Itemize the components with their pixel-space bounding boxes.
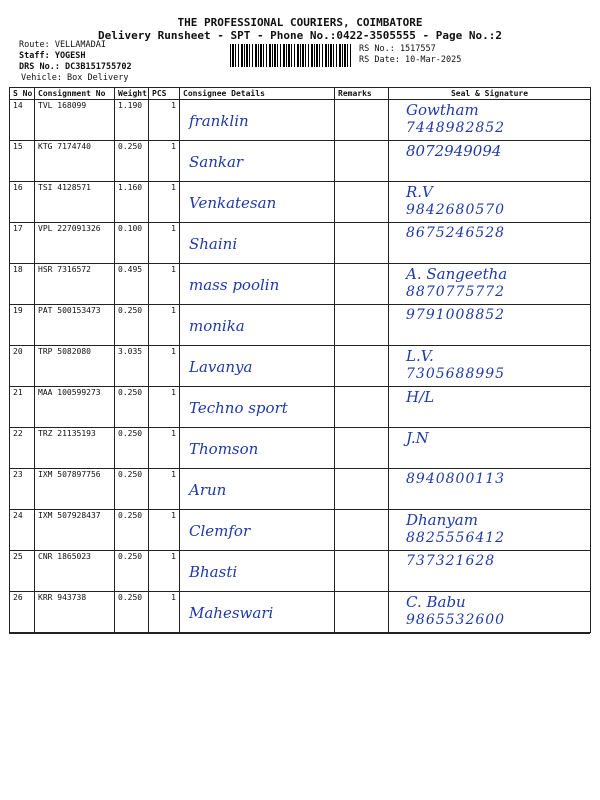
rs-number: RS No.: 1517557	[359, 44, 436, 54]
pcs-cell: 1	[149, 141, 180, 182]
drs-label: DRS No.: DC3B151755702	[19, 62, 132, 72]
table-row	[10, 100, 591, 141]
consignee-name: franklin	[189, 112, 249, 130]
consignee-cell	[180, 141, 335, 182]
signature-line-2: 9865532600	[406, 612, 506, 628]
remarks-cell	[335, 469, 389, 510]
remarks-cell	[335, 551, 389, 592]
table-row	[10, 428, 591, 469]
signature-cell	[389, 592, 591, 633]
consignee-cell	[180, 182, 335, 223]
table-row	[10, 510, 591, 551]
signature-line-2: 9842680570	[406, 202, 506, 218]
weight-cell: 0.250	[115, 305, 149, 346]
consignment-cell: TVL 168099	[35, 100, 115, 141]
pcs-cell: 1	[149, 346, 180, 387]
remarks-cell	[335, 223, 389, 264]
signature-line-2: 8940800113	[406, 471, 506, 487]
remarks-cell	[335, 141, 389, 182]
weight-cell: 0.250	[115, 592, 149, 633]
table-header	[10, 88, 591, 100]
consignment-cell: KRR 943738	[35, 592, 115, 633]
consignment-cell: TRP 5082080	[35, 346, 115, 387]
remarks-cell	[335, 387, 389, 428]
remarks-cell	[335, 428, 389, 469]
pcs-cell: 1	[149, 428, 180, 469]
consignment-cell: TRZ 21135193	[35, 428, 115, 469]
consignee-cell	[180, 346, 335, 387]
sno-cell: 22	[10, 428, 35, 469]
consignee-name: mass poolin	[189, 276, 280, 294]
signature-line-1: J.N	[406, 429, 429, 447]
staff-label: Staff: YOGESH	[19, 51, 86, 61]
sno-cell: 24	[10, 510, 35, 551]
signature-cell	[389, 469, 591, 510]
weight-cell: 0.100	[115, 223, 149, 264]
table-row	[10, 182, 591, 223]
signature-line-1: Dhanyam	[406, 511, 478, 529]
weight-cell: 0.250	[115, 387, 149, 428]
consignment-cell: VPL 227091326	[35, 223, 115, 264]
pcs-cell: 1	[149, 182, 180, 223]
weight-cell: 0.250	[115, 469, 149, 510]
signature-line-1: A. Sangeetha	[406, 265, 508, 283]
runsheet-title: THE PROFESSIONAL COURIERS, COIMBATORE	[177, 16, 423, 29]
consignee-name: Arun	[189, 481, 227, 499]
consignee-cell	[180, 428, 335, 469]
remarks-cell	[335, 510, 389, 551]
remarks-cell	[335, 100, 389, 141]
weight-cell: 1.190	[115, 100, 149, 141]
consignee-name: Lavanya	[189, 358, 253, 376]
pcs-cell: 1	[149, 387, 180, 428]
rs-date: RS Date: 10-Mar-2025	[359, 55, 462, 65]
consignee-name: Shaini	[189, 235, 238, 253]
consignment-cell: HSR 7316572	[35, 264, 115, 305]
column-header: Seal & Signature	[389, 88, 591, 100]
consignee-cell	[180, 100, 335, 141]
signature-cell	[389, 264, 591, 305]
signature-line-1: L.V.	[406, 347, 434, 365]
weight-cell: 1.160	[115, 182, 149, 223]
pcs-cell: 1	[149, 551, 180, 592]
consignment-cell: KTG 7174740	[35, 141, 115, 182]
table-row	[10, 469, 591, 510]
remarks-cell	[335, 346, 389, 387]
consignee-cell	[180, 469, 335, 510]
consignment-cell: IXM 507897756	[35, 469, 115, 510]
table-row	[10, 264, 591, 305]
signature-line-2: 7448982852	[406, 120, 506, 136]
sno-cell: 25	[10, 551, 35, 592]
signature-line-1: H/L	[406, 388, 435, 406]
bottom-rule	[9, 633, 590, 634]
column-header: Consignee Details	[180, 88, 335, 100]
consignee-name: monika	[189, 317, 245, 335]
column-header: Consignment No	[35, 88, 115, 100]
remarks-cell	[335, 305, 389, 346]
pcs-cell: 1	[149, 100, 180, 141]
sno-cell: 20	[10, 346, 35, 387]
sno-cell: 17	[10, 223, 35, 264]
sno-cell: 19	[10, 305, 35, 346]
signature-line-2: 8675246528	[406, 225, 506, 241]
remarks-cell	[335, 592, 389, 633]
signature-line-1: R.V	[406, 183, 433, 201]
signature-cell	[389, 305, 591, 346]
consignment-cell: CNR 1865023	[35, 551, 115, 592]
column-header: S No	[10, 88, 35, 100]
consignee-name: Techno sport	[189, 399, 288, 417]
signature-cell	[389, 100, 591, 141]
sno-cell: 15	[10, 141, 35, 182]
consignee-name: Maheswari	[189, 604, 274, 622]
weight-cell: 0.250	[115, 141, 149, 182]
sno-cell: 18	[10, 264, 35, 305]
consignment-cell: TSI 4128571	[35, 182, 115, 223]
signature-cell	[389, 182, 591, 223]
signature-cell	[389, 428, 591, 469]
signature-line-1: 8072949094	[406, 142, 502, 160]
column-header: Remarks	[335, 88, 389, 100]
signature-line-1: Gowtham	[406, 101, 479, 119]
pcs-cell: 1	[149, 305, 180, 346]
route-label: Route: VELLAMADAI	[19, 40, 106, 50]
consignee-name: Sankar	[189, 153, 244, 171]
sno-cell: 16	[10, 182, 35, 223]
table-row	[10, 551, 591, 592]
pcs-cell: 1	[149, 592, 180, 633]
runsheet-table	[9, 87, 591, 633]
consignee-name: Thomson	[189, 440, 259, 458]
signature-line-2: 9791008852	[406, 307, 506, 323]
signature-cell	[389, 141, 591, 182]
weight-cell: 3.035	[115, 346, 149, 387]
table-row	[10, 305, 591, 346]
pcs-cell: 1	[149, 264, 180, 305]
weight-cell: 0.250	[115, 428, 149, 469]
table-row	[10, 141, 591, 182]
consignee-name: Clemfor	[189, 522, 251, 540]
column-header: PCS	[149, 88, 180, 100]
consignee-cell	[180, 510, 335, 551]
column-header: Weight	[115, 88, 149, 100]
sno-cell: 21	[10, 387, 35, 428]
runsheet-meta-right	[359, 44, 461, 66]
consignee-cell	[180, 223, 335, 264]
consignee-cell	[180, 592, 335, 633]
table-row	[10, 387, 591, 428]
consignee-name: Venkatesan	[189, 194, 277, 212]
sno-cell: 26	[10, 592, 35, 633]
sno-cell: 14	[10, 100, 35, 141]
consignee-cell	[180, 305, 335, 346]
vehicle-label: Vehicle: Box Delivery	[21, 73, 129, 83]
weight-cell: 0.250	[115, 551, 149, 592]
table-row	[10, 592, 591, 633]
pcs-cell: 1	[149, 223, 180, 264]
signature-line-2: 737321628	[406, 553, 496, 569]
remarks-cell	[335, 264, 389, 305]
consignee-name: Bhasti	[189, 563, 238, 581]
table-row	[10, 223, 591, 264]
runsheet-subtitle: Delivery Runsheet - SPT - Phone No.:0422-3505555 - Page No.:2	[98, 29, 502, 42]
signature-cell	[389, 510, 591, 551]
consignment-cell: IXM 507928437	[35, 510, 115, 551]
weight-cell: 0.495	[115, 264, 149, 305]
consignee-cell	[180, 551, 335, 592]
signature-line-2: 7305688995	[406, 366, 506, 382]
table-body	[10, 100, 591, 633]
signature-line-2: 8825556412	[406, 530, 506, 546]
consignee-cell	[180, 264, 335, 305]
consignee-cell	[180, 387, 335, 428]
signature-cell	[389, 551, 591, 592]
signature-cell	[389, 346, 591, 387]
signature-cell	[389, 223, 591, 264]
runsheet-meta-left	[19, 40, 132, 84]
remarks-cell	[335, 182, 389, 223]
weight-cell: 0.250	[115, 510, 149, 551]
signature-line-1: C. Babu	[406, 593, 466, 611]
table-row	[10, 346, 591, 387]
consignment-cell: MAA 100599273	[35, 387, 115, 428]
sno-cell: 23	[10, 469, 35, 510]
pcs-cell: 1	[149, 469, 180, 510]
pcs-cell: 1	[149, 510, 180, 551]
signature-cell	[389, 387, 591, 428]
consignment-cell: PAT 500153473	[35, 305, 115, 346]
barcode-image	[230, 44, 353, 67]
signature-line-2: 8870775772	[406, 284, 506, 300]
